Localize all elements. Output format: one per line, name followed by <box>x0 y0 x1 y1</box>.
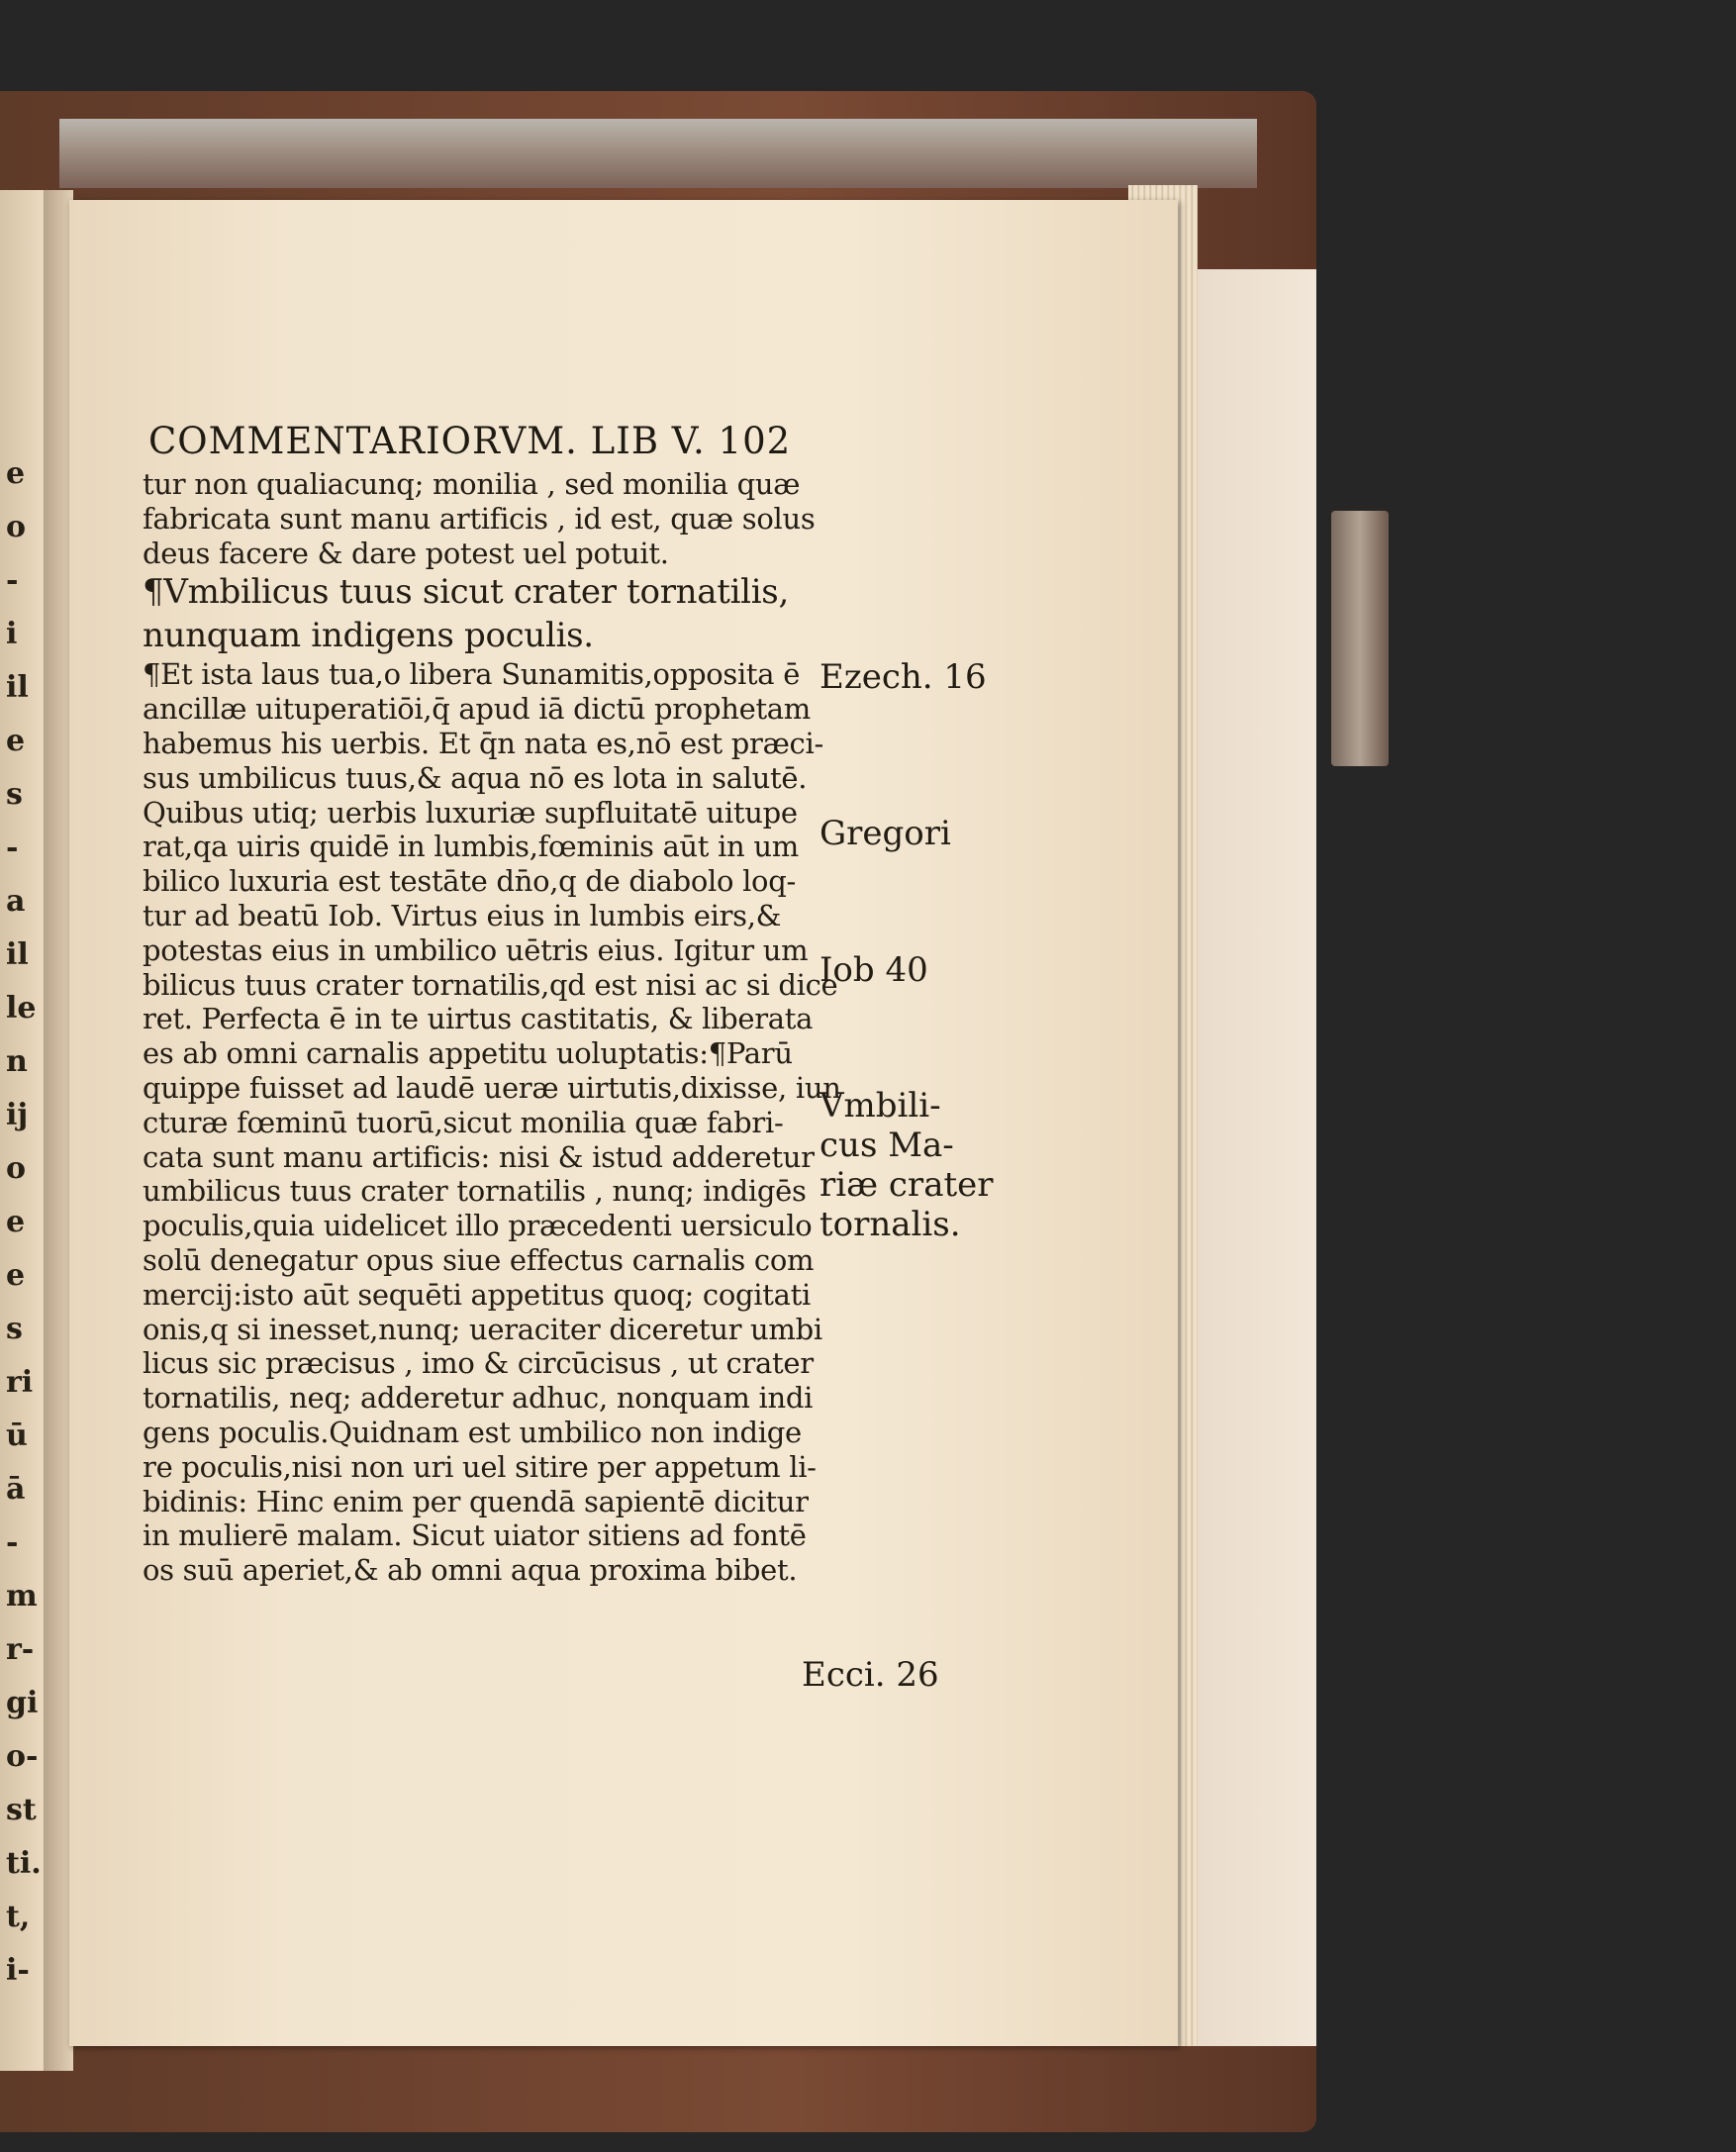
text-line: rat,qa uiris quidē in lumbis,fœminis aūt in um <box>143 830 799 864</box>
left-page-fragment: ū <box>6 1418 28 1453</box>
left-page-fragment: r- <box>6 1632 35 1667</box>
left-page-fragment: ā <box>6 1472 26 1507</box>
margin-note-umbilicus-3: riæ crater <box>820 1165 994 1205</box>
left-page-fragment: - <box>6 563 19 598</box>
text-line: bidinis: Hinc enim per quendā sapientē dicitur <box>143 1484 809 1518</box>
left-page-fragment: i <box>6 617 18 651</box>
right-page <box>69 200 1178 2046</box>
left-page-fragment: gi <box>6 1686 39 1720</box>
left-page-fragment: le <box>6 991 37 1026</box>
text-line: nunquam indigens poculis. <box>143 616 594 656</box>
text-line: os suū aperiet,& ab omni aqua proxima bibet. <box>143 1553 798 1588</box>
left-page-fragment: o <box>6 1151 27 1186</box>
left-page-fragment: e <box>6 724 26 758</box>
left-page-fragment: il <box>6 937 29 972</box>
left-page-fragment: a <box>6 884 26 919</box>
text-line: tur non qualiacunq; monilia , sed monilia quæ <box>143 467 801 501</box>
text-line: fabricata sunt manu artificis , id est, quæ solus <box>143 501 816 536</box>
loose-leaf <box>1198 269 1316 2046</box>
left-page-fragment: ti. <box>6 1846 42 1881</box>
text-line: quippe fuisset ad laudē ueræ uirtutis,dixisse, iun <box>143 1070 841 1105</box>
left-page-fragment: t, <box>6 1900 31 1934</box>
left-page-fragment: - <box>6 1525 19 1560</box>
text-line: cturæ fœminū tuorū,sicut monilia quæ fabri- <box>143 1105 784 1139</box>
left-page-fragment: n <box>6 1044 28 1079</box>
text-line: ¶Et ista laus tua,o libera Sunamitis,opposita ē <box>143 657 801 692</box>
text-line: es ab omni carnalis appetitu uoluptatis:¶Parū <box>143 1036 793 1071</box>
text-line: ancillæ uituperatiōi,q̄ apud iā dictū prophetam <box>143 692 811 727</box>
text-line: potestas eius in umbilico uētris eius. Igitur um <box>143 932 809 967</box>
text-line: in mulierē malam. Sicut uiator sitiens ad fontē <box>143 1518 807 1553</box>
margin-note-ezech: Ezech. 16 <box>820 657 987 697</box>
running-head: COMMENTARIORVM. LIB V. 102 <box>148 420 792 462</box>
left-page-fragment: m <box>6 1579 38 1614</box>
text-line: licus sic præcisus , imo & circūcisus , ut crater <box>143 1346 814 1381</box>
text-line: sus umbilicus tuus,& aqua nō es lota in salutē. <box>143 760 808 795</box>
text-line: mercij:isto aūt sequēti appetitus quoq; cogitati <box>143 1277 811 1312</box>
text-line: tur ad beatū Iob. Virtus eius in lumbis eirs,& <box>143 898 782 932</box>
text-line: habemus his uerbis. Et q̄n nata es,nō est præci- <box>143 726 823 760</box>
left-page-fragment: o <box>6 510 27 544</box>
margin-note-umbilicus-1: Vmbili- <box>820 1086 941 1125</box>
text-line: re poculis,nisi non uri uel sitire per appetum li- <box>143 1449 817 1484</box>
text-line: Quibus utiq; uerbis luxuriæ supfluitatē uitupe <box>143 795 798 830</box>
left-page-fragment: il <box>6 670 29 705</box>
margin-note-iob: Iob 40 <box>820 950 928 990</box>
left-page-fragment: e <box>6 456 26 491</box>
left-page-fragment: st <box>6 1793 37 1827</box>
left-page-fragment: s <box>6 1312 23 1346</box>
text-line: gens poculis.Quidnam est umbilico non indige <box>143 1415 802 1449</box>
left-page-fragment: e <box>6 1258 26 1293</box>
left-page-fragment: ri <box>6 1365 34 1400</box>
text-line: solū denegatur opus siue effectus carnalis com <box>143 1242 815 1277</box>
bookmark-tab <box>1331 511 1389 766</box>
text-line: cata sunt manu artificis: nisi & istud adderetur <box>143 1139 815 1174</box>
text-line: onis,q si inesset,nunq; ueraciter diceretur umbi <box>143 1312 822 1346</box>
body-text <box>143 467 915 1588</box>
margin-note-umbilicus-2: cus Ma- <box>820 1125 954 1165</box>
margin-note-umbilicus-4: tornalis. <box>820 1205 961 1244</box>
text-line: tornatilis, neq; adderetur adhuc, nonquam indi <box>143 1381 814 1416</box>
text-line: bilicus tuus crater tornatilis,qd est nisi ac si dice <box>143 967 838 1002</box>
margin-note-gregori: Gregori <box>820 814 951 853</box>
text-line: bilico luxuria est testāte dn̄o,q de diabolo loq- <box>143 864 796 899</box>
text-line: umbilicus tuus crater tornatilis , nunq; indigēs <box>143 1174 807 1209</box>
left-page-fragment: ij <box>6 1098 29 1132</box>
left-page-fragment: e <box>6 1205 26 1239</box>
book-headband <box>59 119 1257 188</box>
margin-note-ecci: Ecci. 26 <box>802 1655 939 1695</box>
text-line: deus facere & dare potest uel potuit. <box>143 536 669 570</box>
left-page-fragment: o- <box>6 1739 39 1774</box>
left-page-fragment: s <box>6 777 23 812</box>
left-page-fragment: - <box>6 831 19 865</box>
text-line: poculis,quia uidelicet illo præcedenti uersiculo <box>143 1209 813 1243</box>
text-line: ret. Perfecta ē in te uirtus castitatis, & liberata <box>143 1002 814 1036</box>
book <box>0 91 1326 2132</box>
left-page-fragment: i- <box>6 1953 30 1988</box>
text-line: ¶Vmbilicus tuus sicut crater tornatilis, <box>143 572 789 613</box>
